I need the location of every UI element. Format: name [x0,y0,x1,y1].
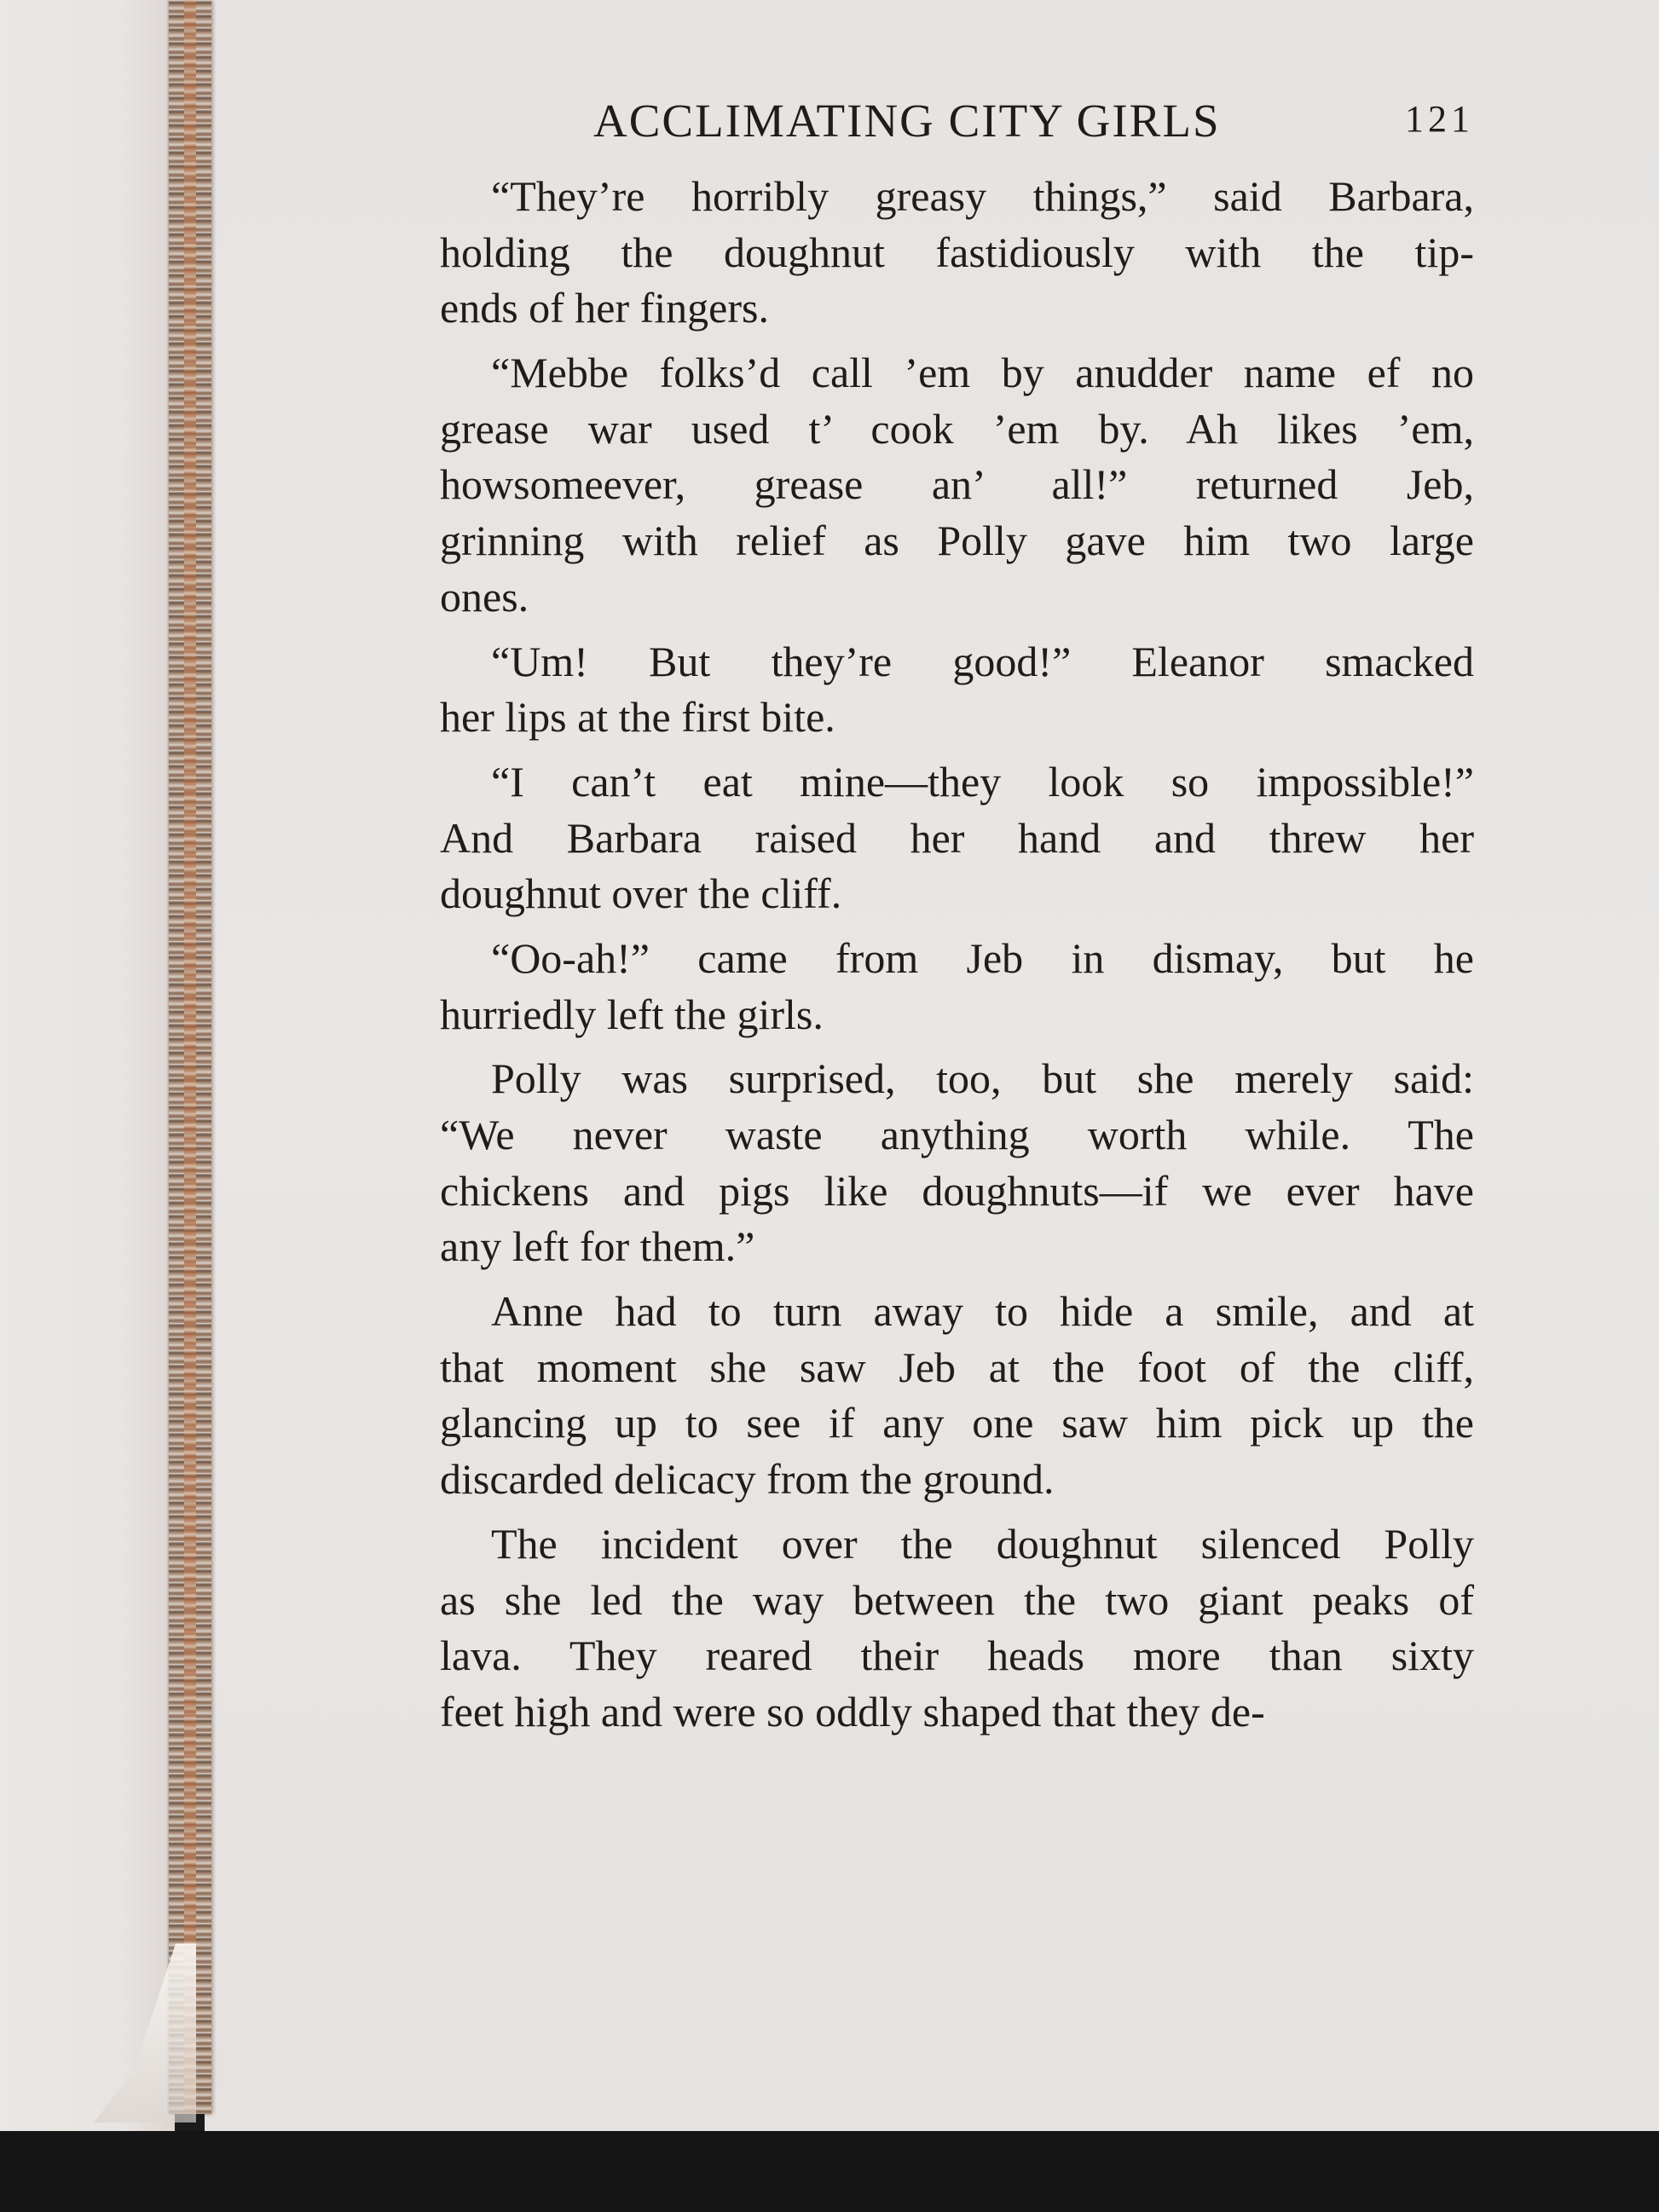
text-line: chickens and pigs like doughnuts—if we ever have [440,1166,1474,1215]
text-line: “We never waste anything worth while. The [440,1111,1474,1158]
text-line: “They’re horribly greasy things,” said Barbara, [491,172,1474,220]
text-line: The incident over the doughnut silenced Polly [491,1519,1474,1568]
binding-thread [184,0,196,2114]
paragraph [440,169,1474,337]
text-line: that moment she saw Jeb at the foot of the cliff, [440,1343,1474,1391]
paragraph [440,634,1474,746]
text-line: Polly was surprised, too, but she merely said: [491,1054,1474,1103]
text-line: “Mebbe folks’d call ’em by anudder name ef no [491,349,1474,397]
paragraph [440,345,1474,625]
paragraph [440,1284,1474,1508]
text-line: discarded delicacy from the ground. [440,1455,1055,1504]
paragraph [440,931,1474,1042]
left-page [0,0,175,2135]
text-line: hurriedly left the girls. [440,990,824,1038]
text-line: howsomeever, grease an’ all!” returned Jeb, [440,460,1474,509]
running-head: ACCLIMATING CITY GIRLS [593,95,1221,147]
text-line: holding the doughnut fastidiously with the tip- [440,228,1474,276]
text-line: any left for them.” [440,1222,755,1271]
text-line: And Barbara raised her hand and threw her [440,813,1474,862]
page-header [440,94,1474,160]
page-text [440,94,1474,1741]
text-line: ones. [440,572,529,621]
text-line: “I can’t eat mine—they look so impossible!” [491,757,1474,806]
background-surface [0,2131,1659,2212]
text-line: glancing up to see if any one saw him pick up the [440,1399,1474,1447]
paragraph [440,1516,1474,1741]
text-line: feet high and were so oddly shaped that they de- [440,1687,1265,1736]
page-number: 121 [1405,98,1474,140]
paragraph [440,754,1474,922]
text-line: doughnut over the cliff. [440,869,842,918]
text-line: lava. They reared their heads more than sixty [440,1632,1474,1680]
text-line: “Oo-ah!” came from Jeb in dismay, but he [491,933,1474,982]
text-line: grease war used t’ cook ’em by. Ah likes ’em, [440,404,1474,453]
paragraph [440,1051,1474,1275]
text-line: her lips at the first bite. [440,693,835,742]
text-line: Anne had to turn away to hide a smile, and at [491,1287,1474,1336]
body-text [440,169,1474,1741]
text-line: “Um! But they’re good!” Eleanor smacked [491,637,1474,685]
text-line: as she led the way between the two giant peaks of [440,1575,1474,1624]
text-line: ends of her fingers. [440,284,769,332]
text-line: grinning with relief as Polly gave him two large [440,517,1474,565]
